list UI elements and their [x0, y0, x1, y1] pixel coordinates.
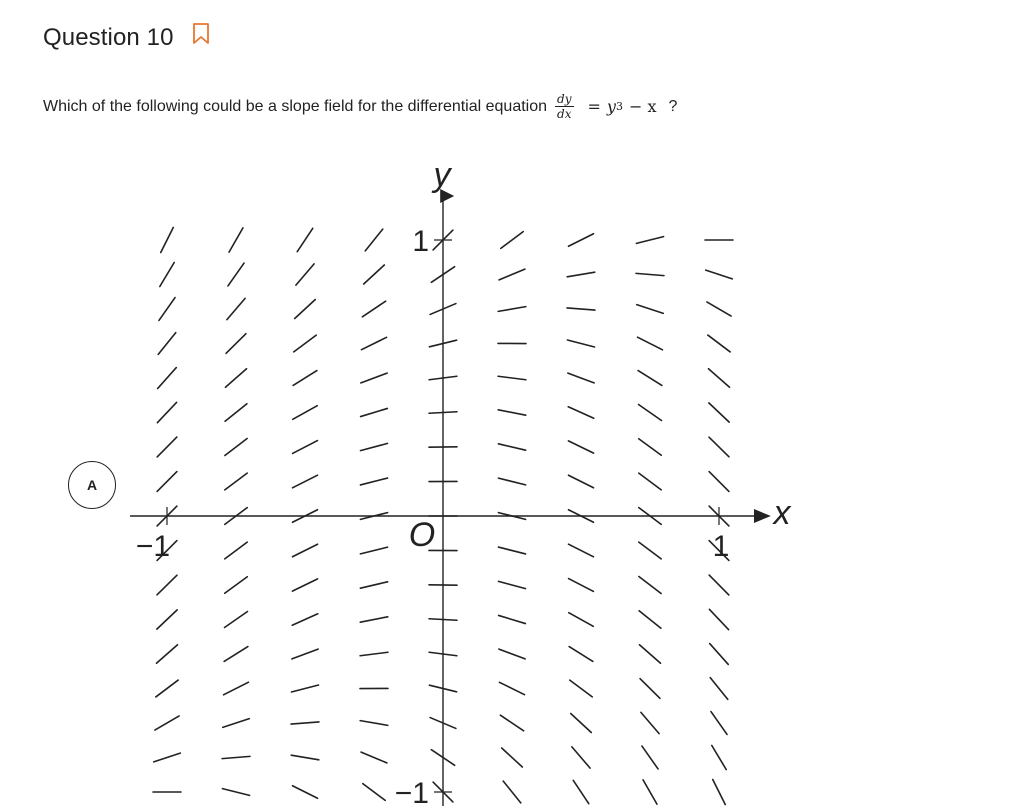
slope-segment: [158, 333, 176, 355]
equals-sign: =: [587, 97, 601, 116]
slope-segment: [361, 752, 387, 763]
slope-segment: [502, 748, 523, 767]
axis-labels: [136, 156, 792, 806]
slope-segment: [712, 745, 726, 769]
slope-segment: [225, 542, 247, 559]
slope-segment: [227, 298, 245, 319]
slope-segment: [360, 443, 387, 450]
slope-segment: [429, 412, 457, 413]
slope-segment: [707, 302, 731, 316]
slope-segment: [291, 722, 319, 724]
slope-segment: [229, 228, 243, 252]
slope-segment: [639, 439, 662, 456]
slope-segment: [293, 371, 317, 386]
slope-segment: [636, 273, 664, 275]
slope-segment: [225, 404, 247, 422]
slope-segment: [636, 237, 663, 244]
slope-segment: [295, 300, 316, 319]
x-axis-label: x: [773, 494, 791, 532]
slope-segment: [639, 473, 661, 490]
slope-segment: [222, 789, 249, 796]
slope-segment: [160, 262, 174, 286]
slope-segment: [569, 613, 594, 627]
slope-segment: [225, 438, 247, 455]
slope-segment: [364, 265, 385, 284]
slope-segment: [639, 611, 661, 629]
slope-segment: [429, 619, 457, 620]
slope-segment: [710, 678, 728, 700]
slope-segment: [571, 714, 592, 733]
slope-segment: [292, 544, 317, 556]
x-tick-label: −1: [135, 530, 171, 563]
slope-segment: [498, 547, 525, 554]
slope-segment: [572, 747, 590, 768]
slope-segment: [362, 301, 385, 317]
slope-segment: [709, 472, 729, 492]
origin-label: O: [408, 516, 436, 554]
rhs-exponent: 3: [615, 100, 623, 113]
slope-segment: [637, 305, 664, 314]
slope-segment: [361, 337, 386, 349]
slope-segment: [499, 682, 524, 694]
slope-segment: [157, 575, 177, 595]
rhs-base: y: [606, 97, 616, 116]
slope-segment: [503, 781, 521, 803]
slope-segment: [360, 721, 388, 726]
y-tick-label: 1: [412, 225, 429, 258]
slope-segment: [292, 579, 317, 591]
slope-segment: [639, 576, 661, 593]
slope-segment: [224, 682, 249, 695]
slope-segment: [638, 371, 662, 386]
slope-segment: [569, 579, 594, 592]
slope-segment: [498, 444, 525, 450]
slope-segment: [360, 547, 387, 554]
slope-segment: [157, 402, 176, 422]
slope-segment: [639, 542, 661, 559]
slope-segment: [641, 712, 659, 733]
y-axis-label: y: [433, 156, 451, 194]
slope-segment: [567, 340, 594, 347]
slope-segment: [639, 645, 660, 663]
slope-segment: [498, 581, 525, 588]
slope-segment: [706, 270, 733, 279]
slope-segment: [499, 615, 526, 623]
slope-segment: [639, 404, 662, 420]
slope-segment: [292, 614, 318, 625]
slope-segment: [225, 611, 248, 627]
slope-segment: [640, 679, 660, 699]
x-tick-label: 1: [712, 530, 730, 563]
slope-segment: [710, 644, 729, 665]
slope-segment: [156, 680, 178, 697]
axes: [130, 196, 768, 806]
slope-segment: [499, 269, 525, 280]
slope-segment: [291, 685, 318, 692]
slope-segment: [294, 335, 316, 352]
slope-segment: [708, 369, 729, 387]
slope-segment: [222, 756, 250, 758]
slope-segment: [365, 229, 383, 251]
slope-segment: [292, 786, 317, 799]
slope-segment: [158, 368, 177, 389]
slope-segment: [501, 232, 523, 249]
slope-segment: [570, 680, 592, 697]
slope-segment: [638, 337, 663, 350]
slope-segment: [568, 544, 593, 557]
slope-segment: [708, 335, 730, 352]
slope-segment: [498, 410, 525, 415]
slope-segment: [498, 376, 526, 379]
slope-segment: [225, 577, 248, 594]
slope-segment: [223, 719, 250, 728]
slope-segment: [713, 779, 726, 804]
slope-segment: [293, 406, 318, 420]
slope-segment: [568, 234, 593, 247]
slope-segment: [154, 753, 181, 762]
slope-segment: [225, 369, 246, 387]
y-tick-label: −1: [394, 777, 429, 806]
slope-segment: [360, 617, 387, 622]
slope-segment: [296, 264, 314, 285]
slope-segment: [643, 780, 657, 804]
slope-segment: [226, 334, 246, 354]
slope-segment: [291, 755, 319, 760]
slope-segment: [361, 408, 388, 416]
slope-segment: [498, 307, 526, 312]
slope-segment: [292, 649, 318, 659]
slope-segment: [156, 645, 177, 663]
slope-segment: [500, 715, 523, 731]
slope-segment: [360, 478, 387, 485]
slope-segment: [293, 441, 318, 454]
slope-segment: [224, 647, 248, 662]
slope-segment: [155, 716, 179, 730]
prompt-text: Which of the following could be a slope field for the differential equation: [43, 97, 548, 115]
slope-segment: [568, 373, 594, 383]
slope-segment: [159, 298, 175, 321]
slope-segment: [573, 780, 589, 803]
question-title: Question 10: [43, 24, 174, 51]
fraction-numerator: dy: [557, 92, 572, 106]
slope-segment: [711, 712, 727, 735]
fraction-denominator: dx: [557, 107, 572, 121]
slope-segment: [297, 228, 313, 251]
slope-segment: [709, 609, 728, 629]
rhs-rest: − x: [628, 97, 657, 116]
slope-segment: [567, 272, 595, 277]
slope-segment: [157, 472, 177, 492]
slope-segment: [499, 649, 525, 659]
slope-segment: [709, 437, 729, 457]
slope-segment: [157, 437, 177, 457]
slope-segment: [225, 473, 247, 490]
slope-segment: [569, 647, 593, 662]
slope-segment: [709, 403, 729, 422]
slope-segment: [568, 407, 594, 418]
slope-segment: [363, 784, 385, 801]
slope-segment: [642, 746, 658, 769]
slope-segment: [568, 441, 593, 453]
slope-segment: [498, 478, 525, 485]
slope-segment: [360, 582, 387, 588]
slope-segment: [709, 575, 729, 595]
slope-segment: [360, 652, 388, 655]
question-mark: ?: [668, 97, 678, 115]
slope-segment: [157, 610, 177, 629]
slope-segment: [567, 308, 595, 310]
slope-segment: [228, 263, 244, 286]
slope-segment: [161, 227, 174, 252]
slope-segment: [361, 373, 387, 383]
slope-segment: [568, 475, 593, 487]
slope-segment: [292, 475, 317, 488]
choice-label: A: [86, 477, 98, 493]
